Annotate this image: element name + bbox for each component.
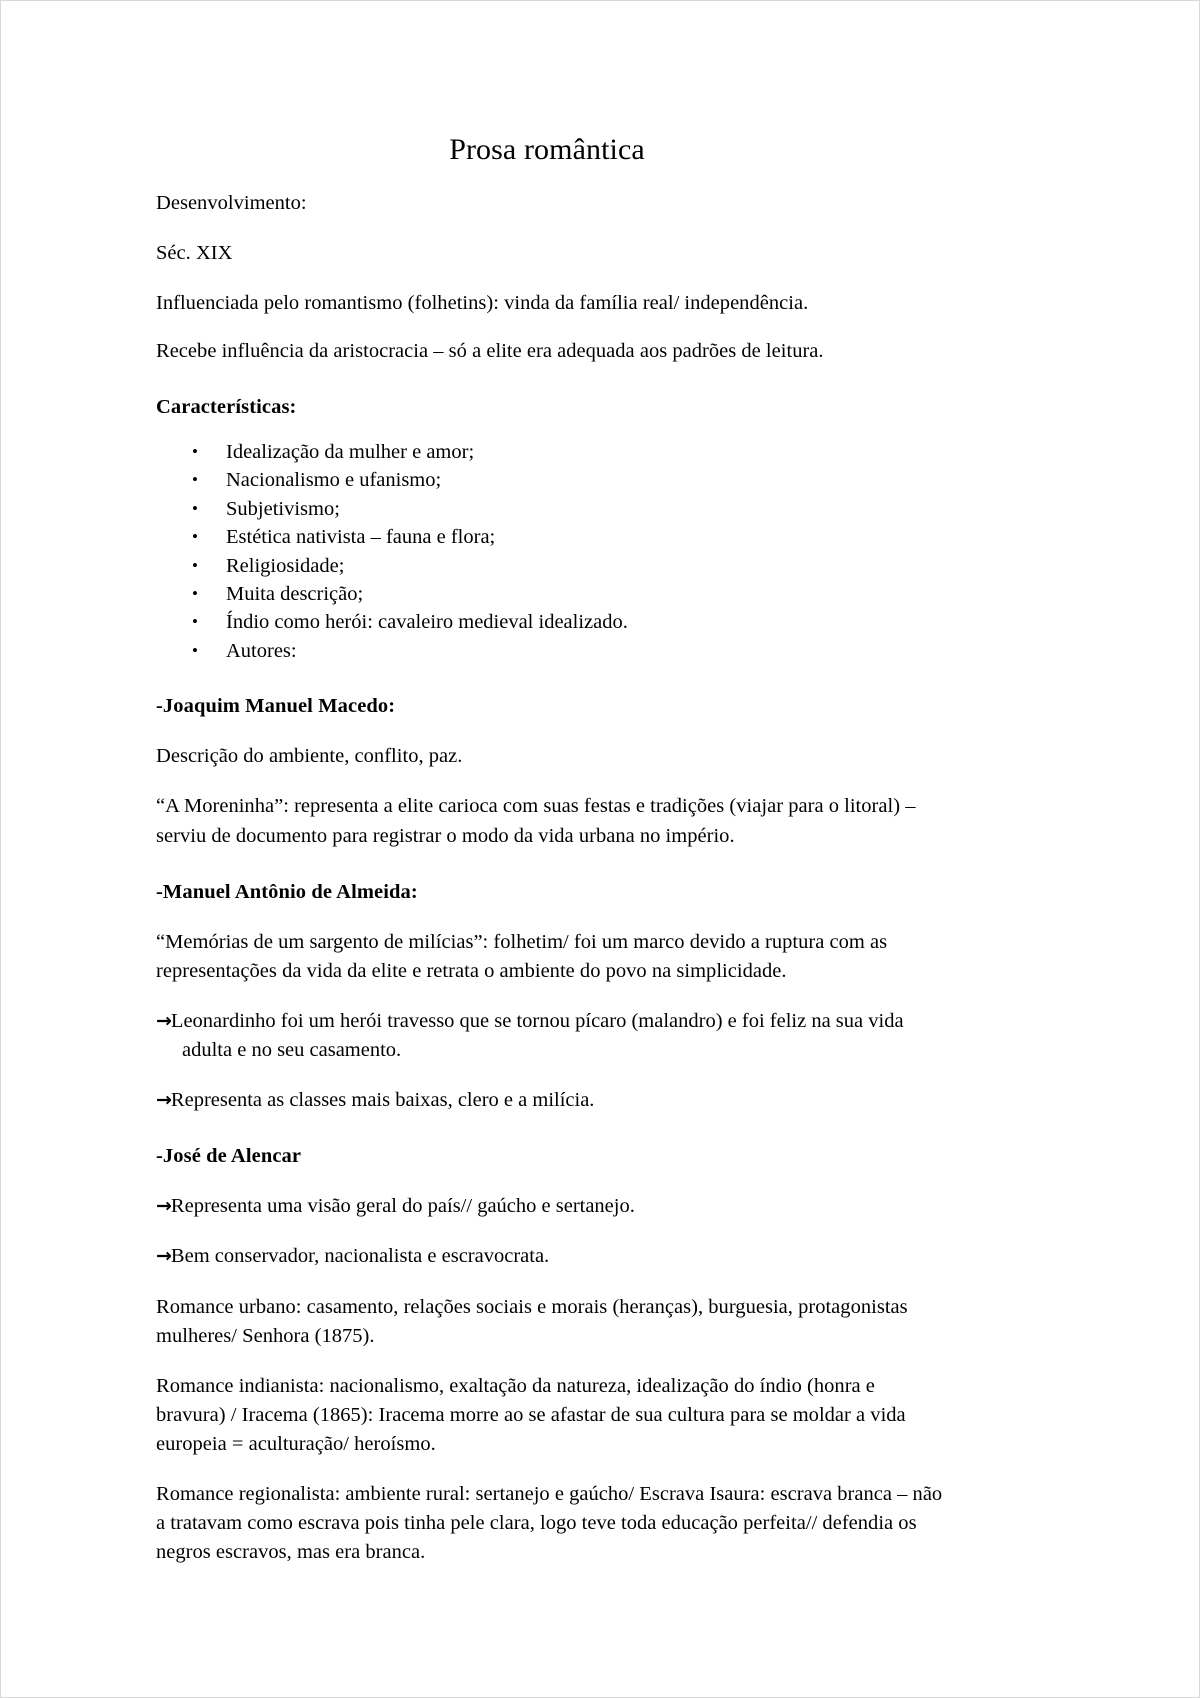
bullet-icon: • [192,470,198,490]
alencar-arrow-point-2 [156,1221,946,1271]
influence-paragraph: Influenciada pelo romantismo (folhetins): vinda da família real/ independência. [156,291,809,314]
bullet-icon: • [192,584,198,603]
list-item [156,438,946,466]
list-item [156,523,946,551]
romance-regionalista-paragraph: Romance regionalista: ambiente rural: sertanejo e gaúcho/ Escrava Isaura: escrava branca – não a tratavam como escrava pois tinha pele clara, logo teve toda educação perfeita// defendia os negros escravos, mas era branca. [156,1483,943,1564]
arrow-point-text: Representa as classes mais baixas, clero e a milícia. [170,1089,595,1112]
arrow-point-text: Representa uma visão geral do país// gaúcho e sertanejo. [170,1195,635,1218]
bullet-icon: • [192,640,198,660]
bullet-icon: • [192,555,198,575]
aristocracy-paragraph: Recebe influência da aristocracia – só a elite era adequada aos padrões de leitura. [156,339,824,362]
arrow-point-text: Leonardinho foi um herói travesso que se tornou pícaro (malandro) e foi feliz na sua vida adulta e no seu casamento. [170,1009,904,1062]
list-item [156,552,946,580]
bullet-icon: • [192,498,198,518]
right-arrow-icon: → [156,1195,171,1218]
list-item-label: Nacionalismo e ufanismo; [226,469,442,492]
bullet-icon: • [192,612,198,632]
right-arrow-icon: → [156,1009,171,1032]
list-item-label: Estética nativista – fauna e flora; [226,526,496,549]
list-item [156,495,946,523]
author-heading-almeida: -Manuel Antônio de Almeida: [156,880,418,903]
characteristics-heading: Características: [156,395,297,418]
arrow-point-text: Bem conservador, nacionalista e escravocrata. [170,1245,550,1268]
macedo-paragraph-1: Descrição do ambiente, conflito, paz. [156,745,463,768]
almeida-paragraph-1: “Memórias de um sargento de milícias”: folhetim/ foi um marco devido a ruptura com as representações da vida da elite e retrata o ambiente do povo na simplicidade. [156,930,888,982]
author-heading-macedo: -Joaquim Manuel Macedo: [156,695,396,718]
list-item-label: Idealização da mulher e amor; [226,441,475,464]
list-item-label: Autores: [226,639,297,662]
bullet-icon: • [192,442,198,462]
development-label: Desenvolvimento: [156,191,307,214]
century-line: Séc. XIX [156,241,233,264]
macedo-paragraph-2: “A Moreninha”: representa a elite carioca com suas festas e tradições (viajar para o litoral) – serviu de documento para registrar o modo da vida urbana no império. [156,795,916,847]
author-heading-alencar: -José de Alencar [156,1145,302,1168]
romance-urbano-paragraph: Romance urbano: casamento, relações sociais e morais (heranças), burguesia, protagonistas mulheres/ Senhora (1875). [156,1295,908,1347]
list-item [156,466,946,494]
romance-indianista-paragraph: Romance indianista: nacionalismo, exaltação da natureza, idealização do índio (honra e bravura) / Iracema (1865): Iracema morre ao se afastar de sua cultura para se moldar a vida europeia = aculturação/ heroísmo. [156,1374,906,1456]
alencar-arrow-point-1 [156,1171,946,1221]
list-item-label: Muita descrição; [226,583,364,605]
characteristics-list [156,422,946,665]
right-arrow-icon: → [156,1089,171,1112]
page-title: Prosa romântica [449,133,645,166]
list-item-label: Religiosidade; [226,554,345,577]
list-item [156,580,946,608]
list-item-label: Subjetivismo; [226,497,340,520]
list-item [156,608,946,636]
document-body [156,1,946,1567]
right-arrow-icon: → [156,1245,171,1268]
almeida-arrow-point-1 [156,986,946,1065]
bullet-icon: • [192,527,198,547]
list-item-label: Índio como herói: cavaleiro medieval idealizado. [226,611,628,634]
almeida-arrow-point-2 [156,1065,946,1115]
list-item [156,637,946,665]
